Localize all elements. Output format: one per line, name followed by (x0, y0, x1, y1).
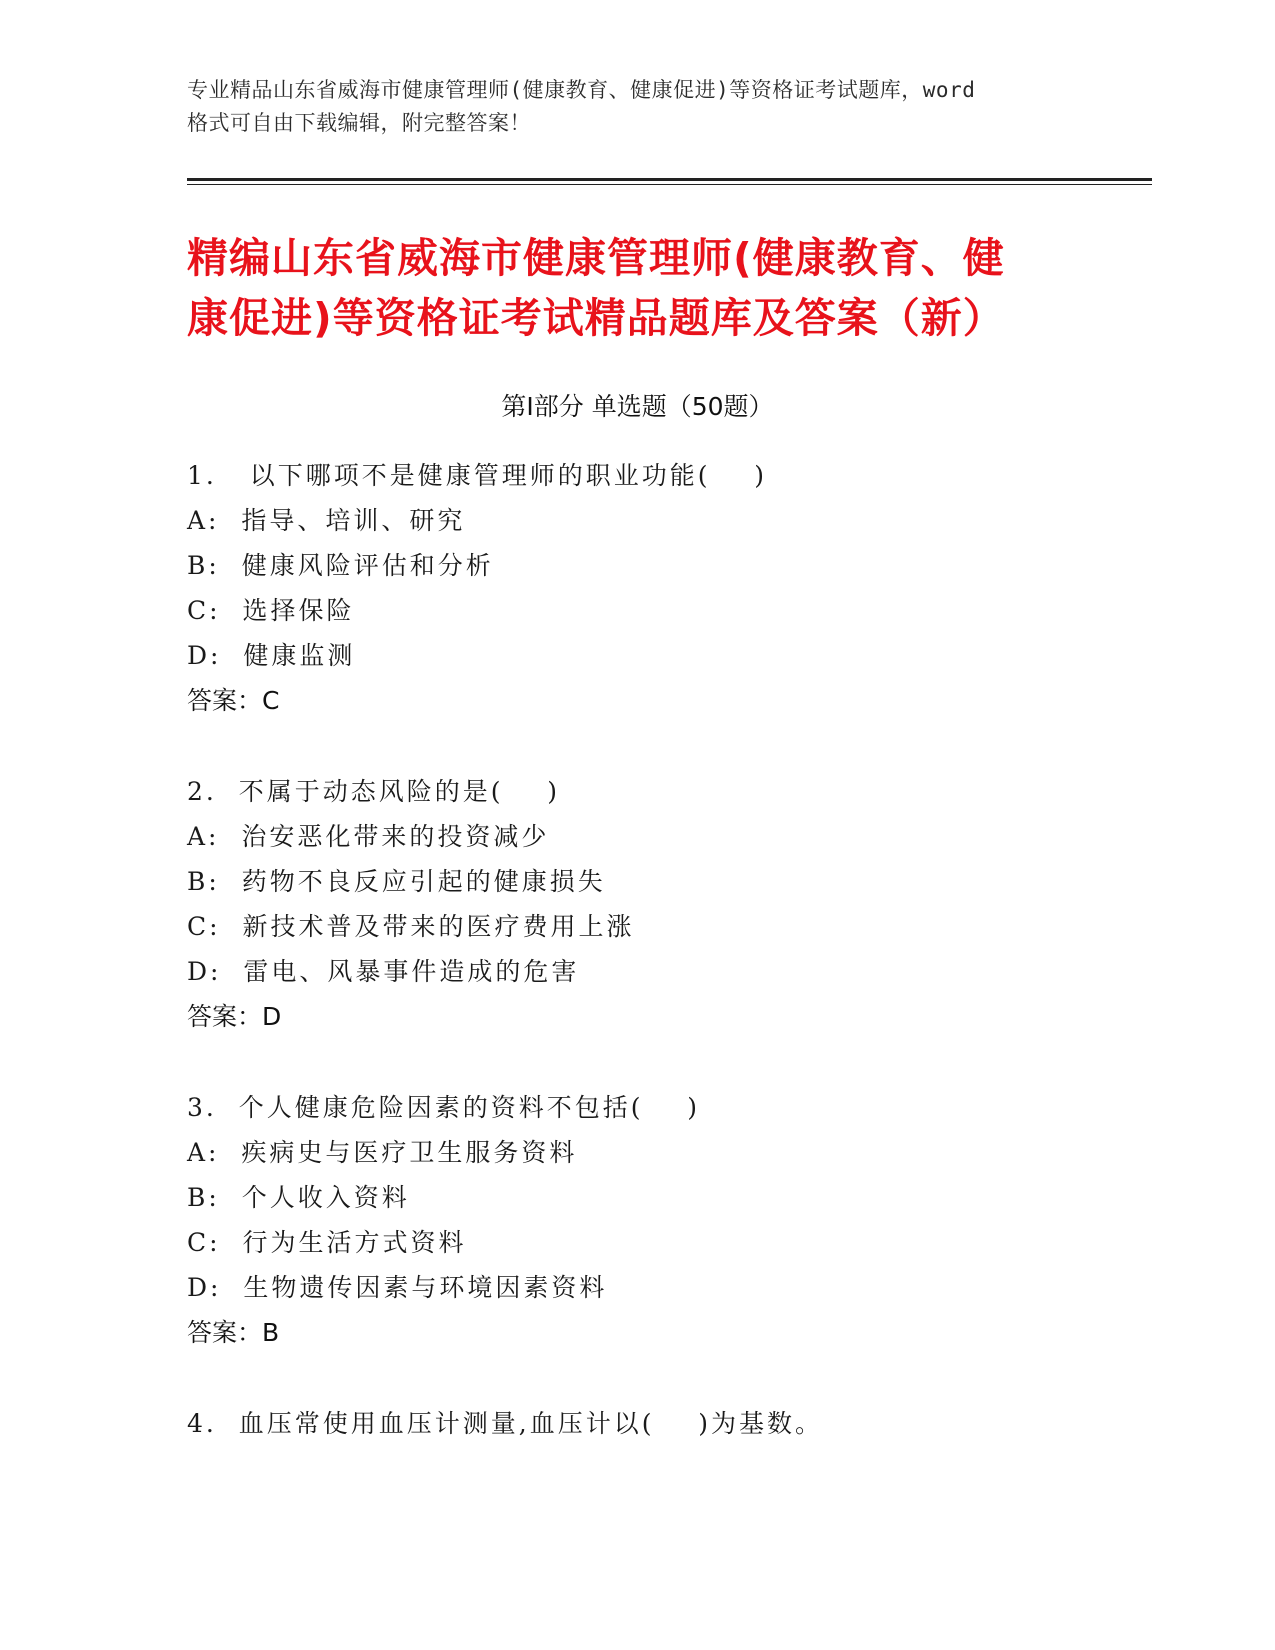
question-stem: 1. 以下哪项不是健康管理师的职业功能( ) (187, 461, 767, 490)
header-divider-thin (187, 184, 1152, 185)
document-title (187, 228, 1087, 348)
option-c: C: 新技术普及带来的医疗费用上涨 (187, 912, 635, 941)
option-c: C: 行为生活方式资料 (187, 1228, 467, 1257)
question-stem: 3. 个人健康危险因素的资料不包括( ) (187, 1093, 701, 1122)
document-title-line-1: 精编山东省威海市健康管理师(健康教育、健 (187, 234, 1005, 282)
answer-line: 答案：B (187, 1318, 280, 1347)
answer-line: 答案：C (187, 686, 280, 715)
header-note (187, 74, 1087, 140)
header-note-line-1: 专业精品山东省威海市健康管理师(健康教育、健康促进)等资格证考试题库，word (187, 78, 976, 102)
answer-line: 答案：D (187, 1002, 282, 1031)
question-3 (187, 1085, 1147, 1355)
option-b: B: 药物不良反应引起的健康损失 (187, 867, 606, 896)
option-d: D: 雷电、风暴事件造成的危害 (187, 957, 580, 986)
question-1 (187, 453, 1147, 723)
option-a: A: 指导、培训、研究 (187, 506, 466, 535)
section-heading: 第Ⅰ部分 单选题（50题） (501, 392, 774, 421)
question-4 (187, 1401, 1147, 1446)
option-b: B: 个人收入资料 (187, 1183, 410, 1212)
option-c: C: 选择保险 (187, 596, 355, 625)
header-note-line-2: 格式可自由下载编辑，附完整答案！ (187, 111, 531, 135)
option-d: D: 生物遗传因素与环境因素资料 (187, 1273, 608, 1302)
question-2 (187, 769, 1147, 1039)
header-divider-thick (187, 178, 1152, 181)
option-b: B: 健康风险评估和分析 (187, 551, 494, 580)
document-title-line-2: 康促进)等资格证考试精品题库及答案（新） (187, 294, 1005, 342)
option-a: A: 治安恶化带来的投资减少 (187, 822, 550, 851)
option-d: D: 健康监测 (187, 641, 356, 670)
question-stem: 4. 血压常使用血压计测量,血压计以( )为基数。 (187, 1409, 823, 1438)
question-stem: 2. 不属于动态风险的是( ) (187, 777, 561, 806)
option-a: A: 疾病史与医疗卫生服务资料 (187, 1138, 578, 1167)
